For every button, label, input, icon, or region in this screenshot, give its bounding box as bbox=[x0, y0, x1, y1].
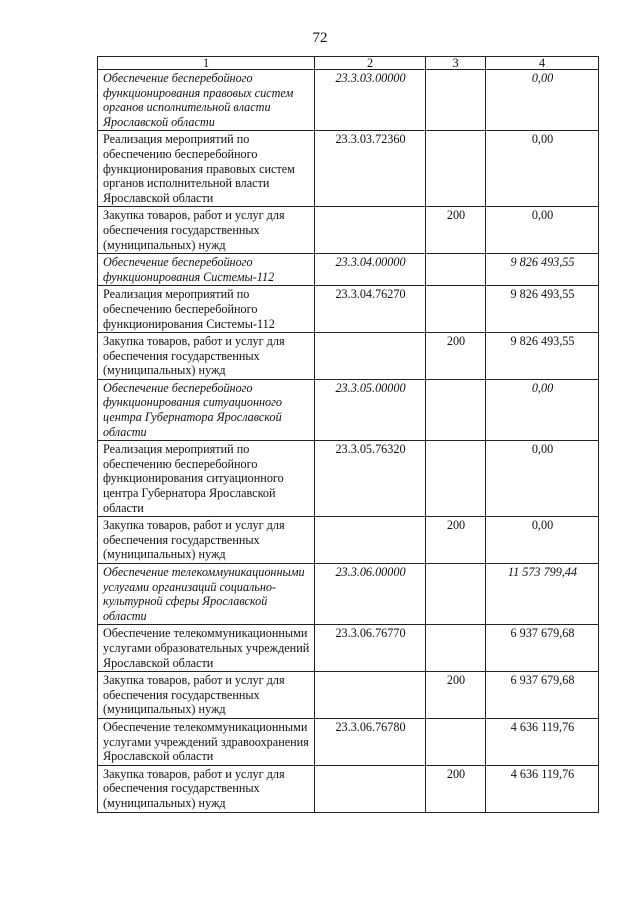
row-name-cell: Реализация мероприятий по обеспечению бесперебойного функционирования ситуационного центра Губернатора Ярославской области bbox=[98, 441, 315, 517]
row-kind-cell bbox=[426, 718, 486, 765]
row-amount-cell: 11 573 799,44 bbox=[486, 564, 599, 625]
row-name-cell: Закупка товаров, работ и услуг для обеспечения государственных (муниципальных) нужд bbox=[98, 333, 315, 380]
row-kind-cell: 200 bbox=[426, 765, 486, 812]
row-code-cell bbox=[315, 207, 426, 254]
row-kind-cell bbox=[426, 131, 486, 207]
row-code-cell bbox=[315, 765, 426, 812]
column-header: 2 bbox=[315, 57, 426, 70]
row-code-cell: 23.3.05.00000 bbox=[315, 379, 426, 440]
row-code-cell: 23.3.03.00000 bbox=[315, 70, 426, 131]
table-row bbox=[98, 564, 599, 625]
row-name-cell: Реализация мероприятий по обеспечению бесперебойного функционирования Системы-112 bbox=[98, 286, 315, 333]
row-code-cell: 23.3.06.76770 bbox=[315, 625, 426, 672]
table-row bbox=[98, 207, 599, 254]
row-kind-cell bbox=[426, 70, 486, 131]
row-name-cell: Обеспечение телекоммуникационными услугами учреждений здравоохранения Ярославской области bbox=[98, 718, 315, 765]
table-row bbox=[98, 672, 599, 719]
column-header: 1 bbox=[98, 57, 315, 70]
row-kind-cell bbox=[426, 625, 486, 672]
row-name-cell: Закупка товаров, работ и услуг для обеспечения государственных (муниципальных) нужд bbox=[98, 517, 315, 564]
row-code-cell: 23.3.04.00000 bbox=[315, 254, 426, 286]
table-row bbox=[98, 286, 599, 333]
row-name-cell: Обеспечение бесперебойного функционирования правовых систем органов исполнительной власти Ярославской области bbox=[98, 70, 315, 131]
row-code-cell bbox=[315, 672, 426, 719]
row-amount-cell: 6 937 679,68 bbox=[486, 672, 599, 719]
table-row bbox=[98, 333, 599, 380]
row-kind-cell bbox=[426, 286, 486, 333]
row-amount-cell: 6 937 679,68 bbox=[486, 625, 599, 672]
table-row bbox=[98, 718, 599, 765]
row-amount-cell: 0,00 bbox=[486, 70, 599, 131]
table-row bbox=[98, 765, 599, 812]
row-amount-cell: 4 636 119,76 bbox=[486, 765, 599, 812]
row-amount-cell: 9 826 493,55 bbox=[486, 254, 599, 286]
row-code-cell: 23.3.04.76270 bbox=[315, 286, 426, 333]
row-name-cell: Закупка товаров, работ и услуг для обеспечения государственных (муниципальных) нужд bbox=[98, 765, 315, 812]
row-name-cell: Обеспечение бесперебойного функционирования Системы-112 bbox=[98, 254, 315, 286]
row-code-cell: 23.3.03.72360 bbox=[315, 131, 426, 207]
table-row bbox=[98, 517, 599, 564]
row-amount-cell: 0,00 bbox=[486, 131, 599, 207]
row-amount-cell: 9 826 493,55 bbox=[486, 286, 599, 333]
row-amount-cell: 0,00 bbox=[486, 517, 599, 564]
row-amount-cell: 9 826 493,55 bbox=[486, 333, 599, 380]
row-kind-cell bbox=[426, 441, 486, 517]
header-row bbox=[98, 57, 599, 70]
row-name-cell: Закупка товаров, работ и услуг для обеспечения государственных (муниципальных) нужд bbox=[98, 207, 315, 254]
column-header: 4 bbox=[486, 57, 599, 70]
table-row bbox=[98, 625, 599, 672]
table-body bbox=[98, 70, 599, 813]
table-row bbox=[98, 254, 599, 286]
row-kind-cell bbox=[426, 254, 486, 286]
row-name-cell: Реализация мероприятий по обеспечению бесперебойного функционирования правовых систем органов исполнительной власти Ярославской области bbox=[98, 131, 315, 207]
row-code-cell: 23.3.06.76780 bbox=[315, 718, 426, 765]
row-code-cell bbox=[315, 333, 426, 380]
row-kind-cell bbox=[426, 564, 486, 625]
row-kind-cell: 200 bbox=[426, 672, 486, 719]
row-amount-cell: 0,00 bbox=[486, 379, 599, 440]
row-kind-cell bbox=[426, 379, 486, 440]
table-row bbox=[98, 131, 599, 207]
row-code-cell: 23.3.05.76320 bbox=[315, 441, 426, 517]
row-amount-cell: 0,00 bbox=[486, 441, 599, 517]
row-name-cell: Обеспечение телекоммуникационными услугами образовательных учреждений Ярославской области bbox=[98, 625, 315, 672]
row-amount-cell: 4 636 119,76 bbox=[486, 718, 599, 765]
row-amount-cell: 0,00 bbox=[486, 207, 599, 254]
table-row bbox=[98, 70, 599, 131]
page-number: 72 bbox=[312, 30, 328, 46]
budget-table bbox=[97, 56, 599, 813]
row-name-cell: Обеспечение телекоммуникационными услугами организаций социально-культурной сферы Ярославской области bbox=[98, 564, 315, 625]
table-row bbox=[98, 379, 599, 440]
row-kind-cell: 200 bbox=[426, 517, 486, 564]
row-name-cell: Закупка товаров, работ и услуг для обеспечения государственных (муниципальных) нужд bbox=[98, 672, 315, 719]
row-kind-cell: 200 bbox=[426, 333, 486, 380]
row-kind-cell: 200 bbox=[426, 207, 486, 254]
table-row bbox=[98, 441, 599, 517]
row-name-cell: Обеспечение бесперебойного функционирования ситуационного центра Губернатора Ярославской области bbox=[98, 379, 315, 440]
row-code-cell bbox=[315, 517, 426, 564]
row-code-cell: 23.3.06.00000 bbox=[315, 564, 426, 625]
column-header: 3 bbox=[426, 57, 486, 70]
